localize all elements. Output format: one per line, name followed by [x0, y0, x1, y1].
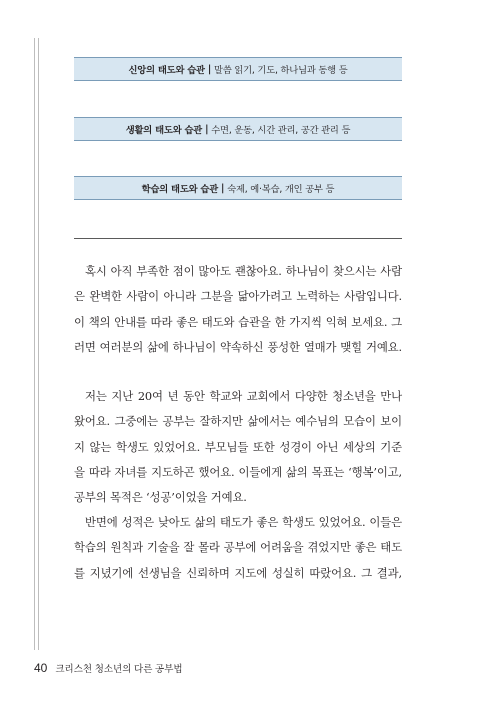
habit-box-separator: |	[205, 123, 209, 135]
paragraph-3	[74, 510, 402, 586]
habit-box-items: 수면, 운동, 시간 관리, 공간 관리 등	[211, 125, 351, 136]
habit-box-title: 생활의 태도와 습관	[125, 125, 203, 136]
text-line: 지 않는 학생도 있었어요. 부모님들 또한 성경이 아닌 세상의 기준	[74, 439, 402, 454]
habit-box-title: 신앙의 태도와 습관	[128, 65, 205, 76]
text-line: 를 지녔기에 선생님을 신뢰하며 지도에 성실히 따랐어요. 그 결과,	[74, 565, 402, 580]
habit-box-life	[74, 117, 402, 141]
text-line: 왔어요. 그중에는 공부는 잘하지만 삶에서는 예수님의 모습이 보이	[74, 414, 402, 429]
habit-box-title: 학습의 태도와 습관	[141, 184, 218, 195]
page-footer	[34, 661, 183, 675]
section-divider	[74, 238, 402, 239]
page-margin-rule	[34, 38, 35, 650]
paragraph-2	[74, 384, 402, 510]
page-margin-rule	[38, 38, 39, 650]
text-line: 혹시 아직 부족한 점이 많아도 괜찮아요. 하나님이 찾으시는 사람	[85, 264, 402, 278]
text-line: 저는 지난 20여 년 동안 학교와 교회에서 다양한 청소년을 만나	[85, 389, 402, 403]
habit-box-separator: |	[207, 63, 212, 75]
habit-box-faith	[74, 57, 402, 81]
text-line: 반면에 성적은 낮아도 삶의 태도가 좋은 학생도 있었어요. 이들은	[85, 515, 402, 529]
habit-box-separator: |	[221, 182, 225, 194]
paragraph-1	[74, 259, 402, 360]
page-number: 40	[34, 661, 48, 675]
text-line: 공부의 목적은 ‘성공’이었을 거예요.	[74, 490, 247, 505]
habit-box-items: 말씀 읽기, 기도, 하나님과 동행 등	[214, 65, 348, 76]
text-line: 학습의 원칙과 기술을 잘 몰라 공부에 어려움을 겪었지만 좋은 태도	[74, 540, 402, 555]
text-line: 을 따라 자녀를 지도하곤 했어요. 이들에게 삶의 목표는 ‘행복’이고,	[74, 464, 402, 479]
text-line: 러면 여러분의 삶에 하나님이 약속하신 풍성한 열매가 맺힐 거예요.	[74, 339, 402, 354]
habit-box-study	[74, 176, 402, 200]
running-title: 크리스천 청소년의 다른 공부법	[55, 664, 183, 675]
text-line: 은 완벽한 사람이 아니라 그분을 닮아가려고 노력하는 사람입니다.	[74, 289, 402, 304]
habit-box-items: 숙제, 예·복습, 개인 공부 등	[227, 184, 335, 195]
text-line: 이 책의 안내를 따라 좋은 태도와 습관을 한 가지씩 익혀 보세요. 그	[74, 314, 402, 329]
